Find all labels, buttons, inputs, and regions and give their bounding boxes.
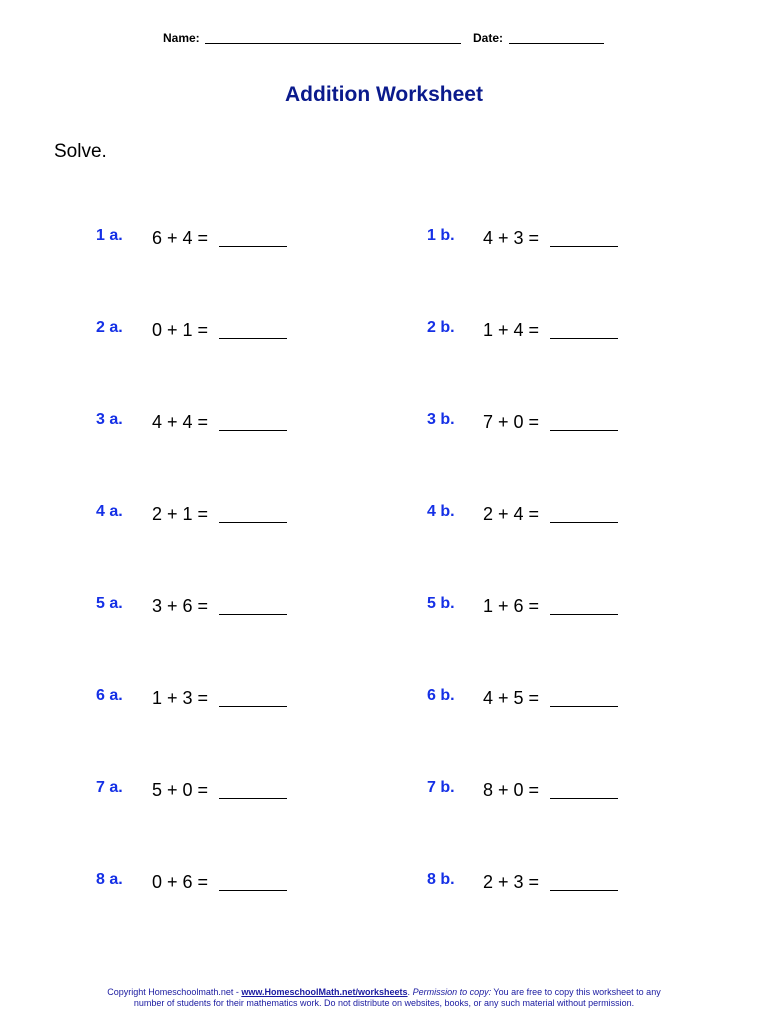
answer-blank[interactable] — [219, 798, 287, 799]
problem-label: 4 b. — [427, 503, 455, 520]
copyright-footer — [0, 987, 768, 1009]
problem-label: 3 a. — [96, 411, 123, 428]
answer-blank[interactable] — [219, 706, 287, 707]
answer-blank[interactable] — [550, 338, 618, 339]
footer-separator: . — [407, 987, 413, 997]
permission-label: Permission to copy: — [412, 987, 492, 997]
answer-blank[interactable] — [219, 890, 287, 891]
problem-label: 1 b. — [427, 227, 455, 244]
answer-blank[interactable] — [219, 338, 287, 339]
problem-expression: 5 + 0 = — [152, 780, 209, 800]
answer-blank[interactable] — [550, 246, 618, 247]
answer-blank[interactable] — [550, 614, 618, 615]
problem-label: 5 a. — [96, 595, 123, 612]
problem-label: 4 a. — [96, 503, 123, 520]
permission-text: You are free to copy this worksheet to any — [491, 987, 661, 997]
problem-expression: 0 + 6 = — [152, 872, 209, 892]
page-title: Addition Worksheet — [285, 83, 483, 106]
problem-label: 6 b. — [427, 687, 455, 704]
problem-expression: 1 + 6 = — [483, 596, 540, 616]
answer-blank[interactable] — [550, 706, 618, 707]
problem-label: 1 a. — [96, 227, 123, 244]
problem-expression: 2 + 1 = — [152, 504, 209, 524]
date-label: Date: — [473, 31, 504, 45]
name-label: Name: — [163, 31, 200, 45]
problem-label: 2 b. — [427, 319, 455, 336]
problem-label: 8 a. — [96, 871, 123, 888]
problem-expression: 8 + 0 = — [483, 780, 540, 800]
date-field[interactable] — [509, 43, 604, 44]
problem-expression: 3 + 6 = — [152, 596, 209, 616]
problem-label: 7 b. — [427, 779, 455, 796]
copyright-text: Copyright Homeschoolmath.net - — [107, 987, 242, 997]
problem-expression: 7 + 0 = — [483, 412, 540, 432]
footer-line-2: number of students for their mathematics work. Do not distribute on websites, books, or any such material without permission. — [133, 998, 635, 1008]
problem-expression: 4 + 5 = — [483, 688, 540, 708]
answer-blank[interactable] — [219, 430, 287, 431]
answer-blank[interactable] — [219, 522, 287, 523]
problem-expression: 6 + 4 = — [152, 228, 209, 248]
answer-blank[interactable] — [550, 430, 618, 431]
answer-blank[interactable] — [219, 614, 287, 615]
problem-expression: 0 + 1 = — [152, 320, 209, 340]
problem-expression: 2 + 3 = — [483, 872, 540, 892]
answer-blank[interactable] — [550, 522, 618, 523]
footer-line-1 — [0, 987, 768, 998]
instruction-text: Solve. — [54, 141, 107, 162]
problem-label: 8 b. — [427, 871, 455, 888]
problem-label: 2 a. — [96, 319, 123, 336]
problem-label: 7 a. — [96, 779, 123, 796]
problem-label: 5 b. — [427, 595, 455, 612]
worksheets-link[interactable]: www.HomeschoolMath.net/worksheets — [241, 987, 408, 997]
problem-expression: 4 + 3 = — [483, 228, 540, 248]
problem-expression: 1 + 3 = — [152, 688, 209, 708]
answer-blank[interactable] — [550, 890, 618, 891]
answer-blank[interactable] — [219, 246, 287, 247]
problem-label: 3 b. — [427, 411, 455, 428]
problem-expression: 2 + 4 = — [483, 504, 540, 524]
problem-expression: 4 + 4 = — [152, 412, 209, 432]
problem-label: 6 a. — [96, 687, 123, 704]
name-field[interactable] — [205, 43, 461, 44]
worksheet-header — [0, 30, 768, 46]
answer-blank[interactable] — [550, 798, 618, 799]
problem-expression: 1 + 4 = — [483, 320, 540, 340]
